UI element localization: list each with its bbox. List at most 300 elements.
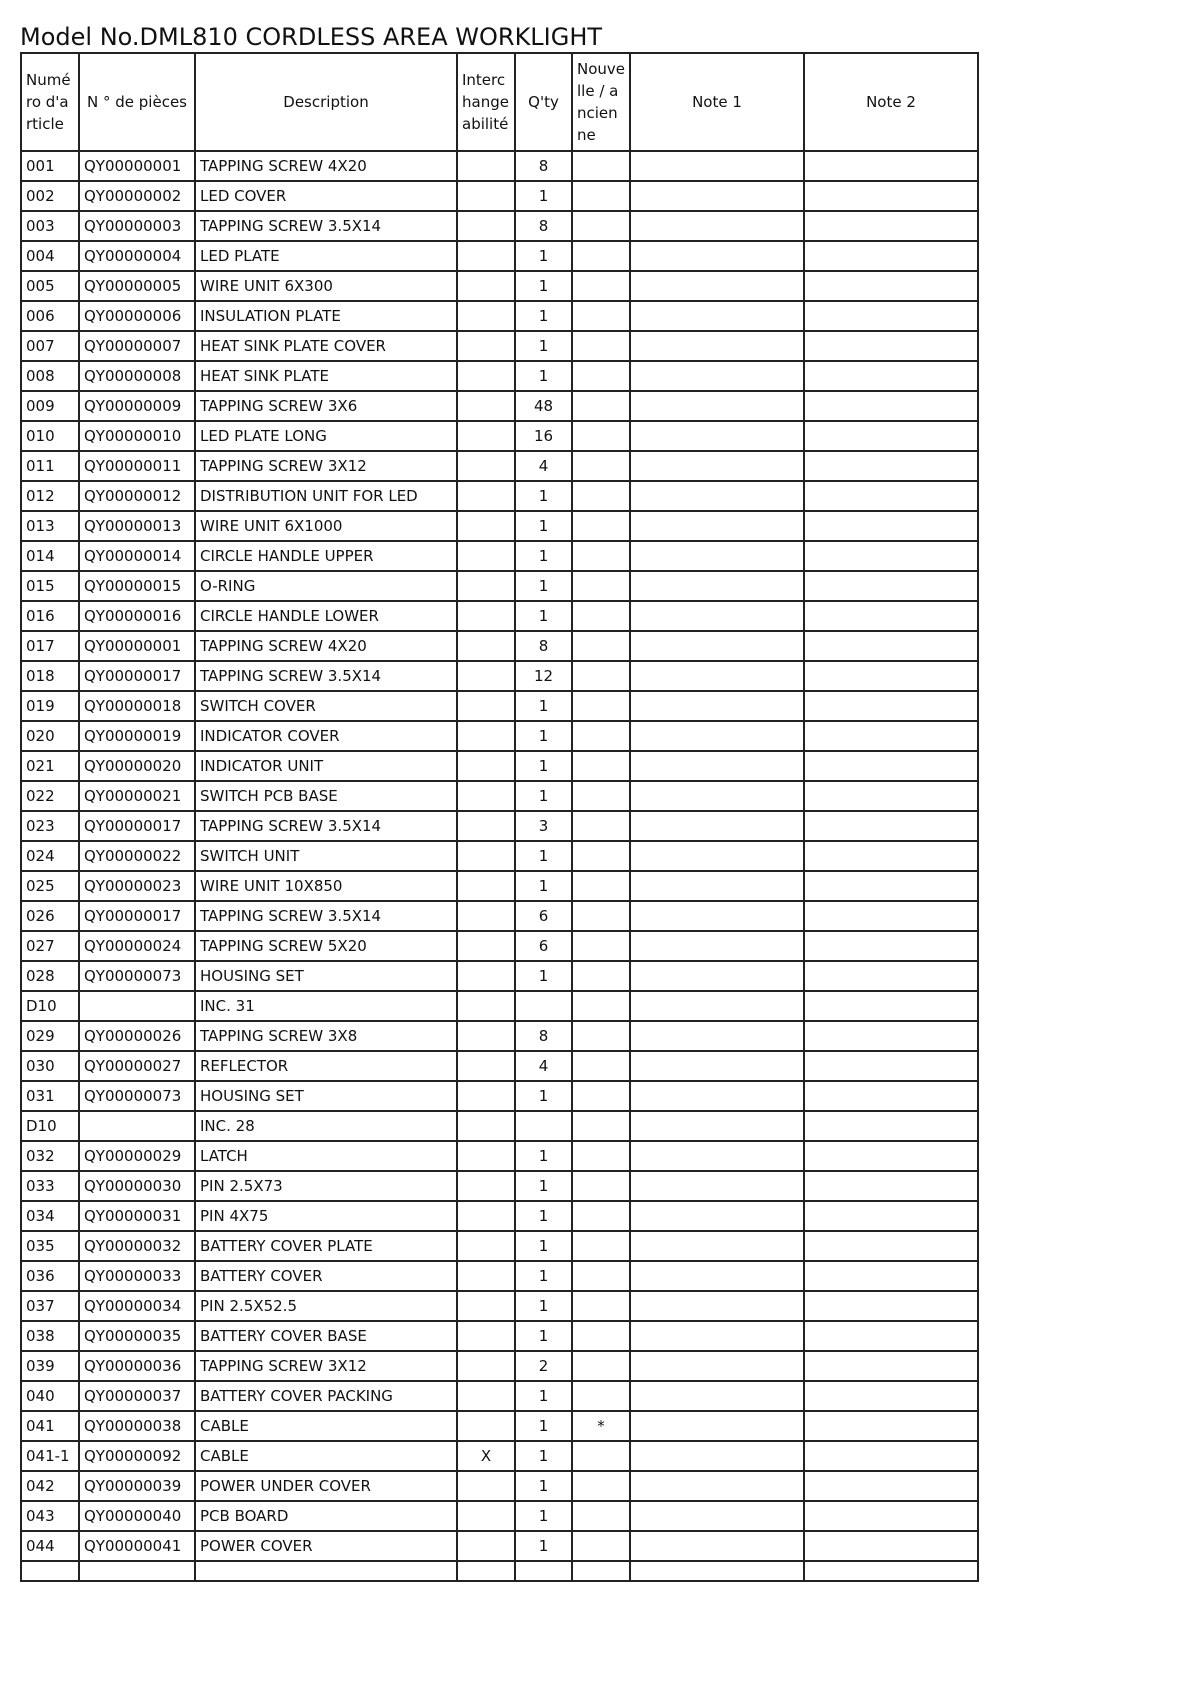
cell-item-no: D10 [21,991,79,1021]
table-row [21,1381,978,1411]
cell-interchangeability [457,1411,515,1441]
table-row [21,421,978,451]
cell-description: POWER COVER [195,1531,457,1561]
cell-note1 [630,511,804,541]
cell-item-no: 035 [21,1231,79,1261]
cell-part-no: QY00000017 [79,661,195,691]
table-row [21,1231,978,1261]
cell-item-no: 025 [21,871,79,901]
cell-note2 [804,211,978,241]
cell-note1 [630,1501,804,1531]
cell-item-no: 007 [21,331,79,361]
cell-interchangeability [457,1171,515,1201]
cell-note2 [804,181,978,211]
cell-note2 [804,1381,978,1411]
cell-note2 [804,751,978,781]
cell-item-no: 005 [21,271,79,301]
cell-note1 [630,271,804,301]
cell-qty: 4 [515,1051,572,1081]
cell-qty: 6 [515,931,572,961]
cell-part-no: QY00000019 [79,721,195,751]
table-row [21,1021,978,1051]
cell-part-no: QY00000016 [79,601,195,631]
cell-new-old [572,511,630,541]
cell-note1 [630,931,804,961]
cell-part-no: QY00000008 [79,361,195,391]
cell-note1 [630,151,804,181]
cell-new-old [572,1531,630,1561]
cell-description: BATTERY COVER BASE [195,1321,457,1351]
cell-note2 [804,151,978,181]
cell-interchangeability [457,541,515,571]
cell-note1 [630,481,804,511]
cell-note1 [630,1351,804,1381]
cell-part-no: QY00000038 [79,1411,195,1441]
cell-interchangeability [457,691,515,721]
cell-item-no: 026 [21,901,79,931]
cell-qty: 1 [515,1531,572,1561]
table-row [21,661,978,691]
cell-item-no: 038 [21,1321,79,1351]
table-row [21,1201,978,1231]
table-row [21,721,978,751]
cell-description: TAPPING SCREW 3.5X14 [195,661,457,691]
cell-qty: 1 [515,301,572,331]
cell-item-no: 040 [21,1381,79,1411]
cell-description: INC. 28 [195,1111,457,1141]
cell-interchangeability [457,781,515,811]
cell-qty: 1 [515,1411,572,1441]
cell-note2 [804,631,978,661]
cell-description: TAPPING SCREW 4X20 [195,631,457,661]
cell-part-no: QY00000009 [79,391,195,421]
cell-qty: 1 [515,511,572,541]
cell-qty: 1 [515,1321,572,1351]
table-row [21,1111,978,1141]
cell-note2 [804,601,978,631]
cell-note1 [630,1291,804,1321]
cell-description: INSULATION PLATE [195,301,457,331]
cell-new-old [572,421,630,451]
cell-part-no: QY00000002 [79,181,195,211]
cell-description: BATTERY COVER PLATE [195,1231,457,1261]
cell-qty: 12 [515,661,572,691]
cell-qty: 1 [515,721,572,751]
cell-item-no: D10 [21,1111,79,1141]
cell-part-no: QY00000073 [79,1081,195,1111]
cell-new-old [572,721,630,751]
table-row [21,1261,978,1291]
cell-description: TAPPING SCREW 3X12 [195,1351,457,1381]
cell-part-no: QY00000026 [79,1021,195,1051]
cell-new-old [572,151,630,181]
cell-qty: 1 [515,1381,572,1411]
cell-interchangeability [457,1081,515,1111]
cell-qty: 8 [515,211,572,241]
cell-part-no: QY00000014 [79,541,195,571]
cell-item-no: 037 [21,1291,79,1321]
cell-note2 [804,301,978,331]
cell-part-no: QY00000011 [79,451,195,481]
cell-description: TAPPING SCREW 4X20 [195,151,457,181]
cell-new-old [572,211,630,241]
cell-note1 [630,541,804,571]
cell-note1 [630,1321,804,1351]
cell-interchangeability [457,511,515,541]
cell-description: HOUSING SET [195,961,457,991]
cell-part-no: QY00000017 [79,901,195,931]
cell-interchangeability [457,1351,515,1381]
cell-description: TAPPING SCREW 3.5X14 [195,211,457,241]
cell-description: PIN 2.5X52.5 [195,1291,457,1321]
cell-interchangeability [457,271,515,301]
cell-note2 [804,421,978,451]
cell-description: HEAT SINK PLATE COVER [195,331,457,361]
cell-note2 [804,991,978,1021]
cell-qty [515,1111,572,1141]
parts-table [20,52,979,1582]
cell-note1 [630,991,804,1021]
table-row [21,751,978,781]
cell-item-no: 010 [21,421,79,451]
cell-item-no: 011 [21,451,79,481]
cell-note2 [804,541,978,571]
table-row [21,451,978,481]
cell-part-no: QY00000021 [79,781,195,811]
cell-part-no: QY00000012 [79,481,195,511]
cell-qty: 1 [515,1171,572,1201]
table-row [21,781,978,811]
table-row [21,1141,978,1171]
cell-interchangeability [457,1141,515,1171]
cell-item-no: 006 [21,301,79,331]
cell-description: WIRE UNIT 6X300 [195,271,457,301]
cell-item-no: 002 [21,181,79,211]
cell-qty: 1 [515,1141,572,1171]
cell-interchangeability [457,1051,515,1081]
cell-description: O-RING [195,571,457,601]
cell-qty: 1 [515,1291,572,1321]
cell-item-no: 041 [21,1411,79,1441]
cell-description: LATCH [195,1141,457,1171]
cell-part-no: QY00000041 [79,1531,195,1561]
cell-note1 [630,691,804,721]
cell-note1 [630,361,804,391]
table-row [21,1501,978,1531]
cell-item-no: 032 [21,1141,79,1171]
cell-part-no: QY00000034 [79,1291,195,1321]
cell-new-old [572,271,630,301]
table-row [21,631,978,661]
table-row [21,511,978,541]
cell-note1 [630,631,804,661]
cell-interchangeability [457,1531,515,1561]
cell-qty: 1 [515,601,572,631]
cell-new-old [572,871,630,901]
cell-description: TAPPING SCREW 3X8 [195,1021,457,1051]
cell-new-old [572,391,630,421]
cell-new-old [572,1351,630,1381]
cell-note1 [630,1201,804,1231]
cell-note2 [804,691,978,721]
cell-interchangeability [457,1291,515,1321]
cell-qty: 1 [515,1501,572,1531]
cell-qty: 1 [515,1261,572,1291]
cell-qty: 1 [515,751,572,781]
cell-part-no: QY00000001 [79,151,195,181]
cell-description: BATTERY COVER [195,1261,457,1291]
cell-item-no: 015 [21,571,79,601]
cell-new-old [572,241,630,271]
cell-item-no: 024 [21,841,79,871]
cell-item-no: 022 [21,781,79,811]
cell-note2 [804,481,978,511]
cell-new-old [572,1501,630,1531]
cell-note2 [804,271,978,301]
cell-item-no: 001 [21,151,79,181]
cell-new-old [572,781,630,811]
cell-part-no: QY00000013 [79,511,195,541]
cell-qty: 2 [515,1351,572,1381]
cell-qty: 1 [515,1081,572,1111]
cell-note1 [630,721,804,751]
cell-new-old [572,451,630,481]
cell-new-old [572,1321,630,1351]
cell-interchangeability [457,1561,515,1581]
page-title: Model No.DML810 CORDLESS AREA WORKLIGHT [20,23,603,51]
table-row [21,571,978,601]
cell-description: CIRCLE HANDLE LOWER [195,601,457,631]
table-row [21,871,978,901]
cell-note2 [804,961,978,991]
cell-item-no: 034 [21,1201,79,1231]
cell-interchangeability [457,961,515,991]
cell-interchangeability [457,211,515,241]
cell-item-no: 039 [21,1351,79,1381]
cell-qty: 1 [515,961,572,991]
cell-new-old [572,1261,630,1291]
table-row [21,301,978,331]
cell-item-no: 019 [21,691,79,721]
cell-qty: 1 [515,871,572,901]
cell-note1 [630,871,804,901]
header-description: Description [195,53,457,151]
cell-qty: 1 [515,1201,572,1231]
cell-item-no: 008 [21,361,79,391]
cell-part-no: QY00000020 [79,751,195,781]
cell-note1 [630,391,804,421]
cell-new-old: * [572,1411,630,1441]
cell-new-old [572,1561,630,1581]
cell-part-no: QY00000031 [79,1201,195,1231]
cell-new-old [572,601,630,631]
table-row [21,1351,978,1381]
cell-note2 [804,1501,978,1531]
table-row [21,1051,978,1081]
table-row [21,1471,978,1501]
cell-new-old [572,841,630,871]
cell-interchangeability [457,1381,515,1411]
cell-note1 [630,781,804,811]
cell-note1 [630,241,804,271]
cell-note1 [630,1471,804,1501]
cell-note1 [630,901,804,931]
cell-interchangeability [457,421,515,451]
cell-part-no: QY00000018 [79,691,195,721]
table-row [21,601,978,631]
cell-interchangeability [457,811,515,841]
cell-note1 [630,1381,804,1411]
cell-part-no: QY00000007 [79,331,195,361]
cell-note1 [630,1531,804,1561]
cell-part-no: QY00000024 [79,931,195,961]
cell-note2 [804,721,978,751]
cell-new-old [572,901,630,931]
cell-description: INDICATOR UNIT [195,751,457,781]
cell-interchangeability [457,1201,515,1231]
cell-new-old [572,481,630,511]
cell-description: SWITCH COVER [195,691,457,721]
cell-note1 [630,1021,804,1051]
cell-item-no: 044 [21,1531,79,1561]
cell-new-old [572,1291,630,1321]
cell-new-old [572,1441,630,1471]
cell-note1 [630,1261,804,1291]
cell-note2 [804,361,978,391]
cell-interchangeability [457,1501,515,1531]
table-row [21,181,978,211]
cell-qty: 1 [515,271,572,301]
table-row [21,541,978,571]
cell-interchangeability [457,181,515,211]
cell-qty: 1 [515,1471,572,1501]
cell-interchangeability [457,751,515,781]
cell-part-no: QY00000005 [79,271,195,301]
table-row [21,151,978,181]
cell-part-no: QY00000029 [79,1141,195,1171]
cell-note1 [630,1051,804,1081]
cell-interchangeability [457,1111,515,1141]
cell-interchangeability: X [457,1441,515,1471]
cell-interchangeability [457,241,515,271]
cell-note2 [804,1471,978,1501]
cell-interchangeability [457,601,515,631]
cell-note1 [630,661,804,691]
cell-qty: 8 [515,151,572,181]
cell-note2 [804,511,978,541]
cell-note2 [804,1231,978,1261]
cell-new-old [572,331,630,361]
cell-qty: 3 [515,811,572,841]
cell-note2 [804,901,978,931]
cell-description: WIRE UNIT 6X1000 [195,511,457,541]
header-item-no: Numéro d'article [21,53,79,151]
cell-note2 [804,1261,978,1291]
cell-item-no: 020 [21,721,79,751]
cell-description: TAPPING SCREW 3.5X14 [195,901,457,931]
header-part-no: N ° de pièces [79,53,195,151]
cell-part-no: QY00000032 [79,1231,195,1261]
cell-item-no: 033 [21,1171,79,1201]
cell-description: TAPPING SCREW 3X12 [195,451,457,481]
cell-note1 [630,1141,804,1171]
header-note2: Note 2 [804,53,978,151]
cell-part-no [79,991,195,1021]
cell-item-no: 042 [21,1471,79,1501]
cell-interchangeability [457,301,515,331]
cell-part-no: QY00000023 [79,871,195,901]
cell-description: POWER UNDER COVER [195,1471,457,1501]
cell-interchangeability [457,1321,515,1351]
cell-item-no: 041-1 [21,1441,79,1471]
cell-qty [515,991,572,1021]
cell-note1 [630,811,804,841]
cell-item-no: 012 [21,481,79,511]
cell-item-no: 021 [21,751,79,781]
cell-description: REFLECTOR [195,1051,457,1081]
cell-note1 [630,301,804,331]
cell-note1 [630,961,804,991]
cell-interchangeability [457,331,515,361]
table-row [21,241,978,271]
cell-item-no [21,1561,79,1581]
cell-part-no [79,1111,195,1141]
cell-item-no: 023 [21,811,79,841]
cell-description: LED COVER [195,181,457,211]
cell-description: HOUSING SET [195,1081,457,1111]
cell-note2 [804,1561,978,1581]
table-row [21,271,978,301]
cell-qty: 1 [515,571,572,601]
cell-interchangeability [457,721,515,751]
cell-item-no: 013 [21,511,79,541]
table-row [21,961,978,991]
cell-interchangeability [457,481,515,511]
table-row [21,811,978,841]
cell-interchangeability [457,361,515,391]
cell-note2 [804,1111,978,1141]
cell-note2 [804,1171,978,1201]
cell-new-old [572,631,630,661]
table-row [21,901,978,931]
cell-note1 [630,1561,804,1581]
table-row [21,691,978,721]
cell-part-no: QY00000073 [79,961,195,991]
cell-new-old [572,811,630,841]
cell-new-old [572,1231,630,1261]
table-row [21,1171,978,1201]
cell-description: TAPPING SCREW 3.5X14 [195,811,457,841]
cell-new-old [572,1171,630,1201]
cell-description: INDICATOR COVER [195,721,457,751]
cell-qty: 1 [515,241,572,271]
table-row-empty [21,1561,978,1581]
cell-interchangeability [457,841,515,871]
cell-item-no: 027 [21,931,79,961]
cell-description: SWITCH PCB BASE [195,781,457,811]
cell-new-old [572,1081,630,1111]
cell-part-no: QY00000092 [79,1441,195,1471]
cell-interchangeability [457,991,515,1021]
cell-item-no: 004 [21,241,79,271]
cell-part-no: QY00000003 [79,211,195,241]
cell-note2 [804,871,978,901]
cell-qty: 1 [515,361,572,391]
cell-item-no: 003 [21,211,79,241]
cell-note1 [630,751,804,781]
cell-note1 [630,1231,804,1261]
cell-part-no: QY00000040 [79,1501,195,1531]
